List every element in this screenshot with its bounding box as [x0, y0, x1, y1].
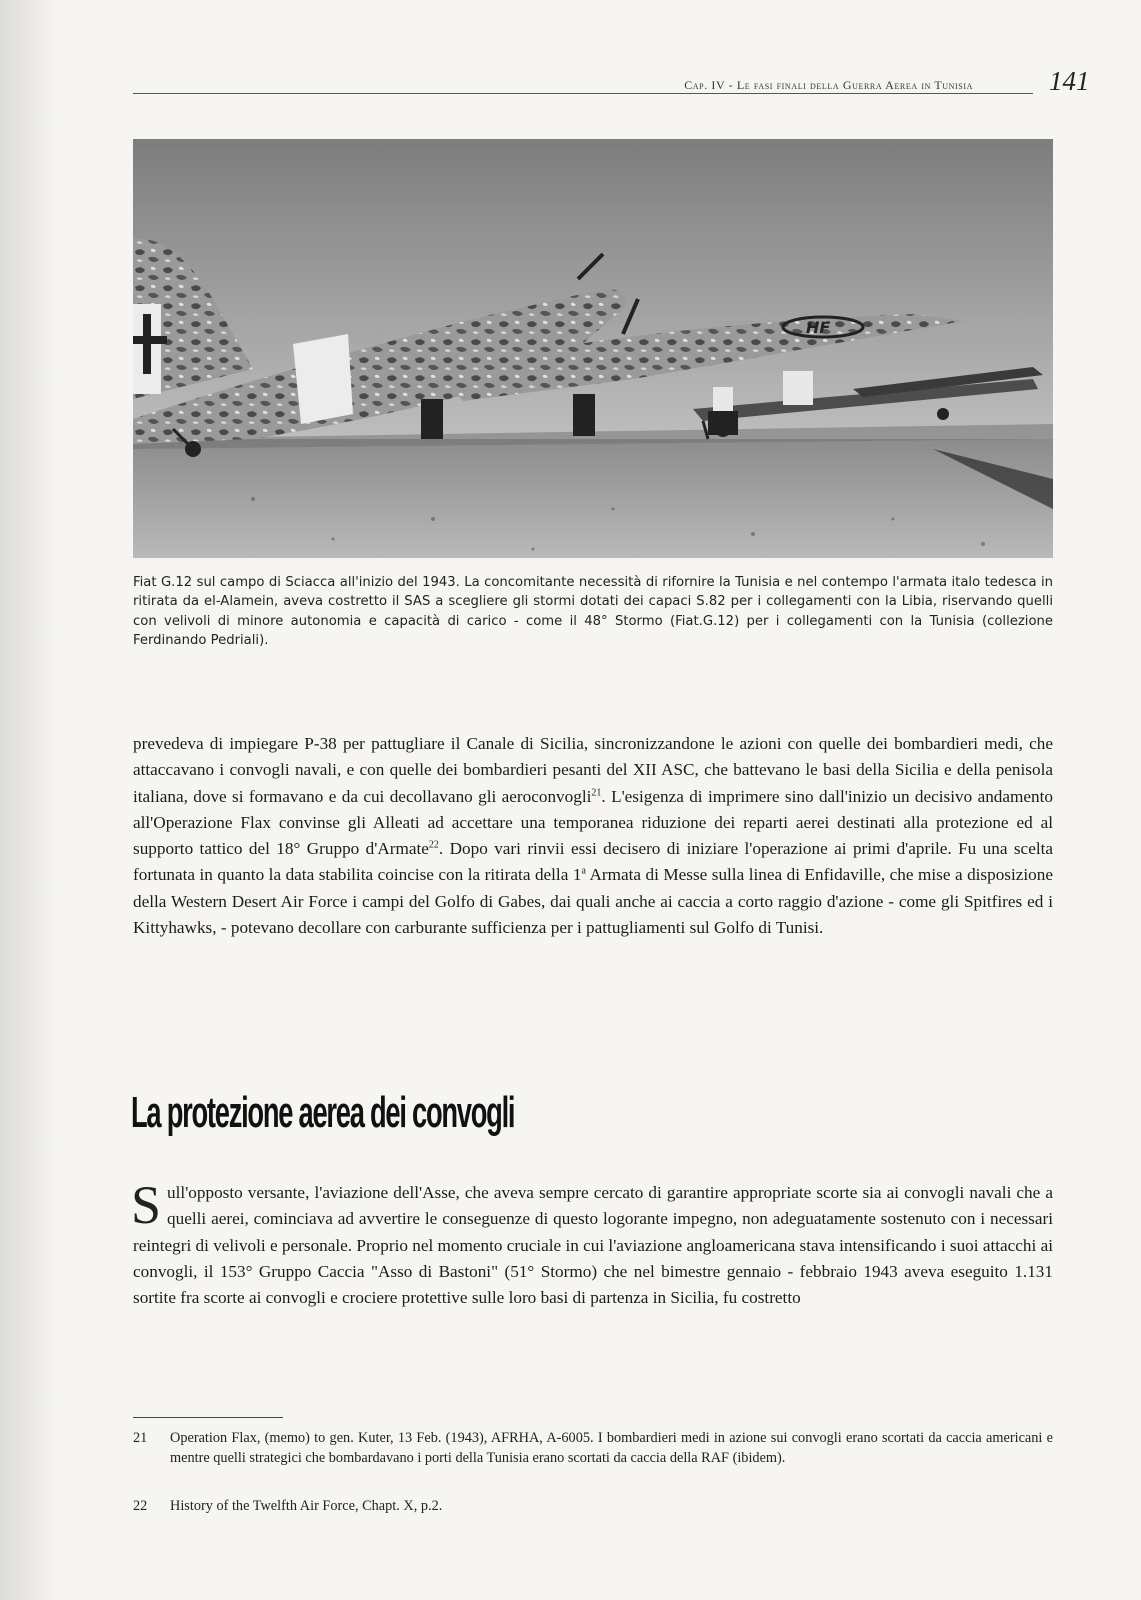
- body-paragraph-2: [131, 1175, 1053, 1311]
- footnote-22: [133, 1497, 1053, 1517]
- footnote-ref-22: 22: [428, 839, 439, 851]
- fuselage-code-marking: HF: [806, 318, 831, 337]
- footnote-text: History of the Twelfth Air Force, Chapt. X, p.2.: [170, 1498, 443, 1514]
- footnote-number: 22: [133, 1498, 148, 1514]
- page-gutter-shadow: [0, 0, 60, 1600]
- footnote-number: 21: [133, 1430, 148, 1446]
- footnote-ref-21: 21: [591, 786, 602, 798]
- body-paragraph-1: [133, 731, 1053, 941]
- paragraph-1-text-d: Armata di Messe sulla linea di Enfidaville, che mise a disposizione della Western Desert Air Force i campi del Golfo di Gabes, dai quali anche ai caccia a corto raggio d'azione - come gli Spitfires ed i Kittyhawks, - potevano decollare con carburante sufficienza per i pattugliamenti sul Golfo di Tunisi.: [133, 865, 1053, 938]
- footnote-text: Operation Flax, (memo) to gen. Kuter, 13 Feb. (1943), AFRHA, A-6005. I bombardieri medi in azione sui convogli erano scortati da caccia americani e mentre quelli strategici che bombardavano i porti della Tunisia erano scortati da caccia della RAF (ibidem).: [170, 1430, 1053, 1466]
- page-number: 141: [1049, 66, 1090, 96]
- running-head: Cap. IV - Le fasi finali della Guerra Aerea in Tunisia: [684, 78, 973, 92]
- drop-cap: S: [131, 1175, 162, 1235]
- ordinal-superscript: a: [581, 865, 586, 877]
- photo-caption: Fiat G.12 sul campo di Sciacca all'inizio del 1943. La concomitante necessità di rifornire la Tunisia e nel contempo l'armata italo tedesca in ritirata da el-Alamein, aveva costretto il SAS a scegliere gli stormi dotati dei capaci S.82 per i collegamenti con la Libia, riservando quelli con velivoli di minore autonomia e capacità di carico - come il 48° Stormo (Fiat.G.12) per i collegamenti con la Tunisia (collezione Ferdinando Pedriali).: [133, 575, 1053, 649]
- footnote-rule: [133, 1417, 283, 1418]
- header-rule: [133, 93, 1033, 94]
- paragraph-1-text-a: prevedeva di impiegare P-38 per pattugliare il Canale di Sicilia, sincronizzandone le azioni con quelle dei bombardieri medi, che attaccavano i convogli navali, e con quelle dei bombardieri pesanti del XII ASC, che battevano le basi della Sicilia e della penisola italiana, dove si formavano e da cui decollavano gli aeroconvogli: [133, 734, 1053, 806]
- aircraft-photo-illustration: [133, 139, 1053, 558]
- paragraph-1-text-b: . L'esigenza di imprimere sino dall'inizio un decisivo andamento all'Operazione Flax convinse gli Alleati ad accettare una temporanea riduzione dei reparti aerei destinati alla protezione ed al supporto tattico del 18° Gruppo d'Armate: [133, 786, 1053, 859]
- footnote-21: [133, 1429, 1053, 1469]
- paragraph-1-text-c: . Dopo vari rinvii essi decisero di iniziare l'operazione ai primi d'aprile. Fu una scelta fortunata in quanto la data stabilita coincise con la ritirata della 1: [133, 839, 1053, 885]
- paragraph-2-text: ull'opposto versante, l'aviazione dell'Asse, che aveva sempre cercato di garantire appropriate scorte sia ai convogli navali che a quelli aerei, cominciava ad avvertire le conseguenze di questo logorante impegno, non adeguatamente sostenuto con i necessari reintegri di velivoli e personale. Proprio nel momento cruciale in cui l'aviazione angloamericana stava intensificando i suoi attacchi ai convogli, il 153° Gruppo Caccia "Asso di Bastoni" (51° Stormo) che nel bimestre gennaio - febbraio 1943 aveva eseguito 1.131 sortite fra scorte ai convogli e crociere protettive sulle loro basi di partenza in Sicilia, fu costretto: [133, 1183, 1053, 1308]
- aircraft-photo: [133, 139, 1053, 558]
- section-title: La protezione aerea dei convogli: [131, 1088, 515, 1137]
